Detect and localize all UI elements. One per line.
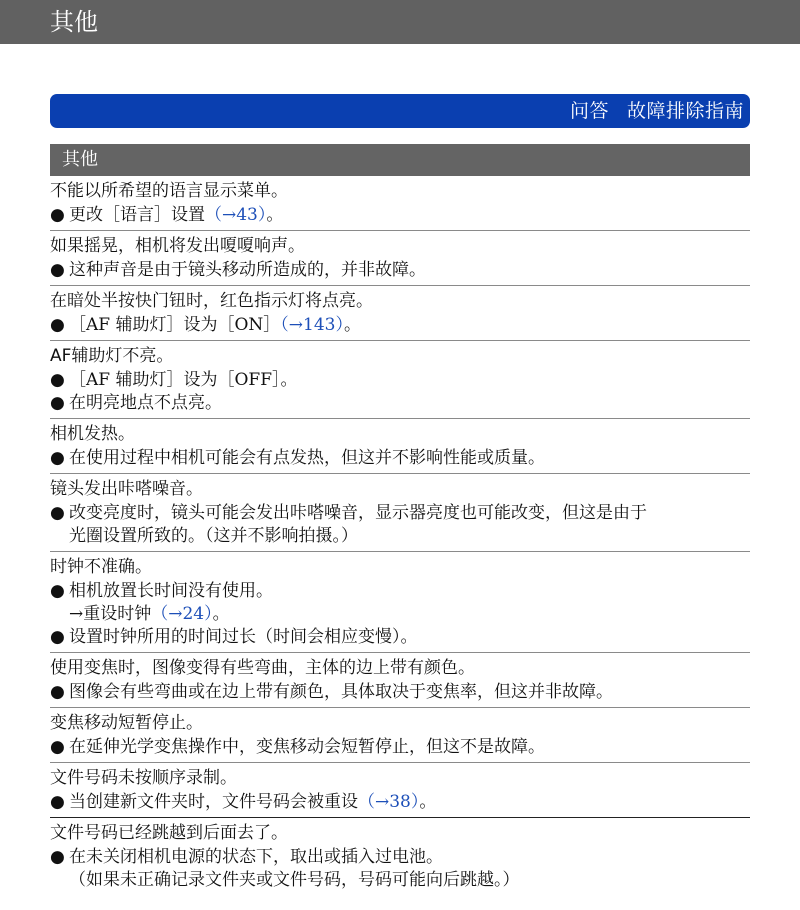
answer-text: 更改［语言］设置 [69, 205, 205, 225]
answer-line [50, 204, 750, 227]
answer-line [50, 447, 750, 470]
answer-text: （如果未正确记录文件夹或文件号码，号码可能向后跳越。） [69, 870, 520, 890]
qa-item [50, 474, 750, 552]
answer-text: 当创建新文件夹时，文件号码会被重设 [69, 792, 358, 812]
bullet-icon: ● [50, 315, 65, 335]
question-text: 相机发热。 [50, 424, 135, 444]
answer-text: ［AF 辅助灯］设为［ON］ [69, 315, 281, 335]
bullet-icon: ● [50, 393, 65, 413]
bullet-icon: ● [50, 260, 65, 280]
answer-tail: 。 [344, 315, 361, 335]
qa-item [50, 552, 750, 653]
banner-guide-label: 故障排除指南 [626, 100, 744, 122]
answer-text: 改变亮度时，镜头可能会发出咔嗒噪音，显示器亮度也可能改变，但这是由于 [69, 503, 647, 523]
qa-item [50, 341, 750, 419]
answer-line [50, 681, 750, 704]
qa-list [50, 176, 750, 895]
section-header [50, 144, 750, 176]
answer-text: ［AF 辅助灯］设为［OFF］。 [69, 370, 298, 390]
qa-item [50, 653, 750, 708]
bullet-icon: ● [50, 792, 65, 812]
banner-text [570, 98, 744, 124]
bullet-icon: ● [50, 737, 65, 757]
answer-line [50, 869, 750, 892]
bullet-icon: ● [50, 370, 65, 390]
answer-line [50, 626, 750, 649]
answer-line [50, 846, 750, 869]
answer-tail: 。 [419, 792, 437, 812]
question-text: 时钟不准确。 [50, 557, 152, 577]
page-title: 其他 [50, 8, 98, 36]
bullet-icon: ● [50, 627, 65, 647]
answer-text: 光圈设置所致的。（这并不影响拍摄。） [69, 526, 358, 546]
answer-text: 在明亮地点不点亮。 [69, 393, 222, 413]
bullet-icon: ● [50, 847, 65, 867]
answer-text: 设置时钟所用的时间过长（时间会相应变慢）。 [69, 627, 418, 647]
bullet-icon: ● [50, 448, 65, 468]
answer-line [50, 791, 750, 814]
bullet-icon: ● [50, 581, 65, 601]
question-text: AF辅助灯不亮。 [50, 346, 174, 366]
question-text: 镜头发出咔嗒噪音。 [50, 479, 203, 499]
answer-line [50, 369, 750, 392]
answer-text: 在使用过程中相机可能会有点发热，但这并不影响性能或质量。 [69, 448, 545, 468]
qa-item [50, 286, 750, 341]
answer-text: 这种声音是由于镜头移动所造成的，并非故障。 [69, 260, 426, 280]
answer-line [50, 525, 750, 548]
answer-text: →重设时钟 [69, 604, 152, 624]
answer-text: 在延伸光学变焦操作中，变焦移动会短暂停止，但这不是故障。 [69, 737, 545, 757]
question-text: 在暗处半按快门钮时，红色指示灯将点亮。 [50, 291, 373, 311]
qa-item [50, 176, 750, 231]
qa-item [50, 818, 750, 895]
answer-tail: 。 [212, 604, 230, 624]
answer-line [50, 259, 750, 282]
answer-text: 图像会有些弯曲或在边上带有颜色，具体取决于变焦率，但这并非故障。 [69, 682, 613, 702]
section-banner [50, 94, 750, 128]
question-text: 文件号码已经跳越到后面去了。 [50, 823, 288, 843]
bullet-icon: ● [50, 503, 65, 523]
banner-qa-label: 问答 [569, 100, 609, 122]
qa-item [50, 419, 750, 474]
question-text: 文件号码未按顺序录制。 [50, 768, 237, 788]
answer-line [50, 603, 750, 626]
question-text: 不能以所希望的语言显示菜单。 [50, 181, 288, 201]
question-text: 如果摇晃，相机将发出嗄嗄响声。 [50, 236, 305, 256]
bullet-icon: ● [50, 205, 65, 225]
answer-line [50, 314, 750, 337]
page-reference-link[interactable]: （→143） [280, 315, 344, 335]
answer-text: 在未关闭相机电源的状态下，取出或插入过电池。 [69, 847, 443, 867]
qa-item [50, 231, 750, 286]
page-reference-link[interactable]: （→43） [205, 205, 267, 225]
qa-item [50, 763, 750, 818]
answer-line [50, 736, 750, 759]
question-text: 变焦移动短暂停止。 [50, 713, 203, 733]
page-reference-link[interactable]: （→38） [358, 792, 420, 812]
answer-tail: 。 [266, 205, 284, 225]
answer-line [50, 392, 750, 415]
question-text: 使用变焦时，图像变得有些弯曲，主体的边上带有颜色。 [50, 658, 475, 678]
page-reference-link[interactable]: （→24） [151, 604, 213, 624]
answer-line [50, 502, 750, 525]
top-header-bar [0, 0, 800, 44]
bullet-icon: ● [50, 682, 65, 702]
answer-line [50, 580, 750, 603]
section-title: 其他 [62, 149, 98, 170]
qa-item [50, 708, 750, 763]
answer-text: 相机放置长时间没有使用。 [69, 581, 273, 601]
